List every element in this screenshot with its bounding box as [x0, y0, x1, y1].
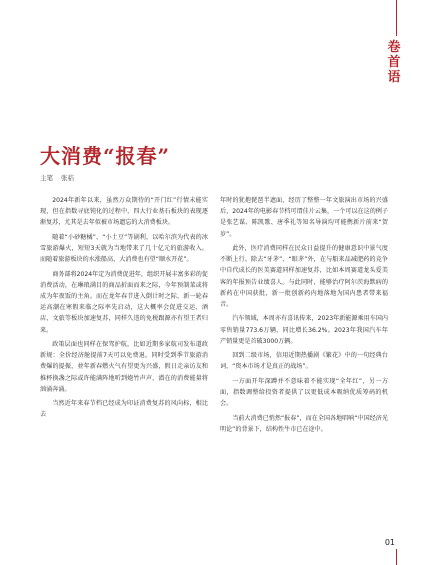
column-tag: 卷首语 [387, 40, 401, 85]
paragraph: 此外，医疗消费同样在民众日益提升的健康意识中景气度不断上行。除去“牙茅”、“眼茅”外，在与船来品减肥药的竞争中自代成长的医美赛道同样加速复苏，比如本周赛道龙头爱美客的年报预告业绩喜人。与此同时，能够治疗阿尔茨海默病的新药在中国获批，新一批创新药内地落地为国内患者带来福音。 [220, 245, 388, 309]
page-number: 01 [384, 538, 395, 547]
left-column [40, 195, 208, 438]
paragraph: 2024年新年以来，虽然万众期待的“开门红”行情未能实现，但在指数寻底钝化的过程中，四大行业基石板块的表现逐渐复苏，尤其是去年似被市场遗忘的大消费板块。 [40, 197, 208, 227]
paragraph: 年时的犹抱琵琶半遮面，经历了整整一年文旅演出市场的兴盛后，2024年的电影春节档可谓佳片云集，一个可以在这的例子是张艺谋、陈凯歌、唐季礼等知名导演均可能携新片前来“贺岁”。 [220, 197, 388, 238]
paragraph: 一方面开年深蹲并不意味着不能实现“全年红”，另一方面，指数调整给投资者提供了以更低成本吸纳优质筹码的机会。 [220, 377, 388, 408]
article-body [40, 195, 388, 438]
paragraph: 汽车领域，本周亦有喜讯传来，2023年新能源乘用车国内零售销量773.6万辆，同比增长36.2%。2023年我国汽车年产销量更是首破3000万辆。 [220, 315, 388, 345]
right-column [220, 195, 388, 438]
byline [40, 173, 82, 182]
paragraph: 商务部将2024年定为消费促进年，组织开展丰富多彩的促消费活动，在琳琅满目的商品折面而来之际，今年预制菜或将成为年夜饭的主角。而在龙年春节进入倒计时之际，新一轮春运高潮在寒假来临之际率先启动，这大概率会促进交运、酒店、文旅等板块加速复苏，同样久违的免税跟源亦有望王者归来。 [40, 270, 208, 334]
paragraph: 当然近年来春节档已经成为印证消费复苏的风向标，相比去 [40, 400, 208, 419]
bottom-rule [396, 549, 397, 565]
paragraph: 随着“小砂糖橘”、“小土豆”等剧利，以哈尔滨为代表的冰雪旅游爆火，短短3天就为当地带来了几十亿元的旅游收入。而随着旅游板块的水涨船高，大消费也有望“顺水开花”。 [40, 233, 208, 264]
byline-name: 张秸 [61, 174, 74, 182]
article-title: 大消费“报春” [40, 144, 171, 168]
paragraph: 回到二级市场，信用近期热播剧《繁花》中的一句经典台词，“资本市场才是真正的战场”。 [220, 352, 388, 371]
byline-role: 主笔 [40, 174, 53, 182]
paragraph: 政策层面也同样在保驾护航，比如近期多家航司发布道政新规：全价经济舱提前7天可以免费退。同时受到季节旅游消费爆的提振，並年新春燃火气有望更为兴盛，假日走亲访友和推杯换盏之际或许能满阵地听到炮竹声声，潜在的消费能量将汹涌奔涌。 [40, 341, 208, 393]
paragraph: 当前大消费已悄然“报春”，而在全国各地唱响“中国经济光明论”的背景下，结构性牛市已在途中。 [220, 414, 388, 433]
column-rule [396, 0, 397, 36]
